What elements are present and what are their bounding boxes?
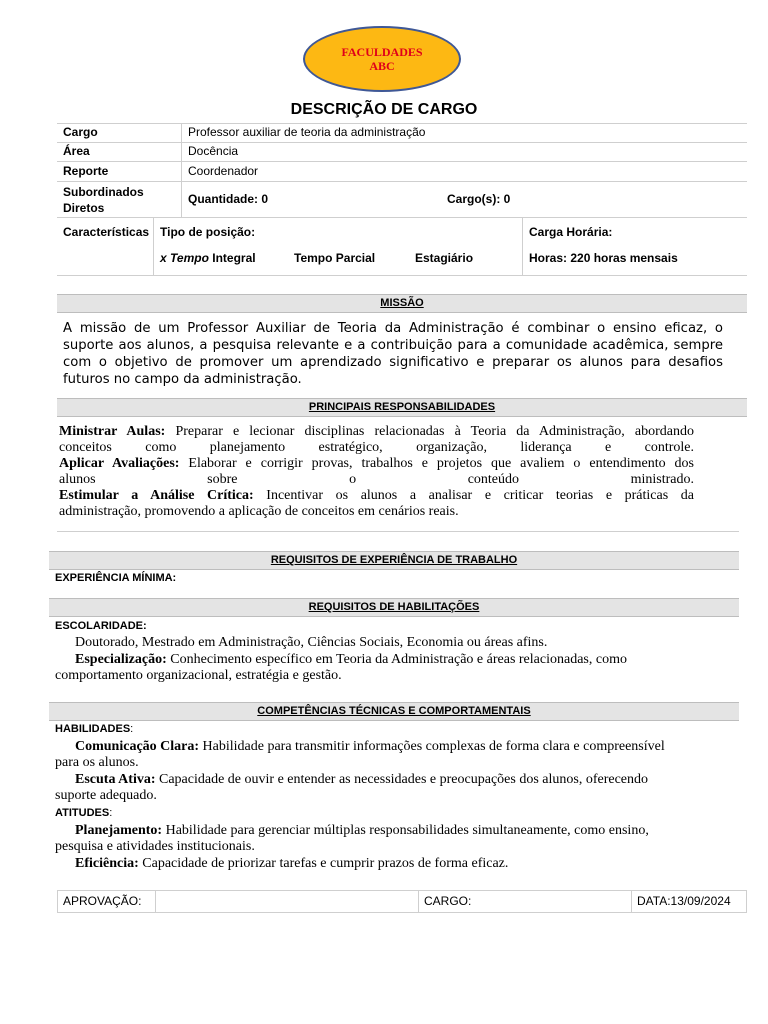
comunicacao-item — [55, 739, 735, 755]
experiencia-minima-label: EXPERIÊNCIA MÍNIMA: — [55, 572, 177, 584]
planejamento-title: Planejamento: — [75, 823, 163, 838]
planejamento-text: Habilidade para gerenciar múltiplas responsabilidades simultaneamente, como ensino, — [165, 823, 649, 838]
responsabilidade-text-cont: administração, promovendo a aplicação de conceitos em cenários reais. — [59, 504, 459, 519]
planejamento-item — [55, 823, 735, 839]
tipo-posicao-label: Tipo de posição: — [160, 225, 256, 239]
reporte-label: Reporte — [63, 164, 109, 178]
responsabilidade-text-cont: conceitos como planejamento estratégico, organização, liderança e controle. — [59, 440, 694, 455]
habilidades-colon: : — [130, 723, 134, 735]
subordinados-label-line1: Subordinados — [63, 185, 144, 199]
experiencia-heading: REQUISITOS DE EXPERIÊNCIA DE TRABALHO — [49, 551, 739, 570]
atitudes-label-row — [55, 807, 112, 819]
responsabilidade-title: Ministrar Aulas: — [59, 424, 166, 439]
cargo-value: Professor auxiliar de teoria da administração — [188, 125, 426, 139]
eficiencia-item — [55, 856, 735, 872]
habilidades-label-row — [55, 723, 133, 735]
atitudes-block — [55, 823, 735, 872]
selected-mark: x Tempo — [160, 251, 209, 265]
habilidades-block — [55, 739, 735, 804]
atitudes-colon: : — [109, 807, 113, 819]
subordinados-cargos: Cargo(s): 0 — [447, 192, 511, 206]
escuta-text-cont: suporte adequado. — [55, 788, 157, 803]
responsabilidade-text: Elaborar e corrigir provas, trabalhos e projetos que avaliem o entendimento dos — [188, 456, 695, 471]
responsabilidade-text: Preparar e lecionar disciplinas relacionadas à Teoria da Administração, abordando — [175, 424, 694, 439]
planejamento-text-cont: pesquisa e atividades institucionais. — [55, 839, 255, 854]
responsabilidades-heading: PRINCIPAIS RESPONSABILIDADES — [57, 398, 747, 417]
escolaridade-text: Doutorado, Mestrado em Administração, Ciências Sociais, Economia ou áreas afins. — [75, 635, 548, 650]
faculdades-logo — [303, 26, 461, 92]
responsabilidades-list — [59, 424, 694, 520]
habilidades-label: HABILIDADES — [55, 723, 131, 735]
responsabilidade-title: Estimular a Análise Crítica: — [59, 488, 254, 503]
caracteristicas-label: Características — [63, 225, 150, 239]
subordinados-label-line2: Diretos — [63, 201, 105, 215]
eficiencia-text: Capacidade de priorizar tarefas e cumprir prazos de forma eficaz. — [142, 856, 509, 871]
option-tempo-parcial: Tempo Parcial — [294, 251, 376, 265]
competencias-heading: COMPETÊNCIAS TÉCNICAS E COMPORTAMENTAIS — [49, 702, 739, 721]
comunicacao-text-cont: para os alunos. — [55, 755, 139, 770]
area-label: Área — [63, 144, 90, 158]
responsabilidade-title: Aplicar Avaliações: — [59, 456, 180, 471]
atitudes-label: ATITUDES — [55, 807, 110, 819]
especializacao-text: Conhecimento específico em Teoria da Administração e áreas relacionadas, como — [170, 652, 627, 667]
subordinados-quantidade: Quantidade: 0 — [188, 192, 269, 206]
escolaridade-label: ESCOLARIDADE: — [55, 620, 147, 632]
cargo-footer-label: CARGO: — [424, 894, 472, 908]
responsabilidade-item — [59, 456, 694, 472]
escuta-item — [55, 772, 735, 788]
eficiencia-title: Eficiência: — [75, 856, 139, 871]
missao-text: A missão de um Professor Auxiliar de Teoria da Administração é combinar o ensino eficaz, o suporte aos alunos, a pesquisa relevante e a contribuição para a comunidade acadêmica, sempre com o objetivo de promover um aprendizado significativo e preparar os alunos para desafios futuros no campo da administração. — [63, 321, 723, 387]
missao-heading: MISSÃO — [57, 294, 747, 313]
subordinados-label — [63, 184, 144, 216]
logo-line2: ABC — [369, 59, 395, 73]
responsabilidade-item — [59, 488, 694, 504]
data-label: DATA:13/09/2024 — [637, 894, 731, 908]
escuta-title: Escuta Ativa: — [75, 772, 156, 787]
comunicacao-title: Comunicação Clara: — [75, 739, 200, 754]
cargo-label: Cargo — [63, 125, 98, 139]
especializacao-title: Especialização: — [75, 652, 167, 667]
carga-horaria-label: Carga Horária: — [529, 225, 613, 239]
escuta-text: Capacidade de ouvir e entender as necessidades e preocupações dos alunos, oferecendo — [159, 772, 649, 787]
option-tempo-integral-label: Integral — [212, 251, 256, 265]
habilitacoes-block — [55, 635, 715, 684]
horas-value: Horas: 220 horas mensais — [529, 251, 678, 265]
page-title: DESCRIÇÃO DE CARGO — [290, 101, 478, 118]
especializacao-item — [55, 652, 715, 668]
responsabilidade-text-cont: alunos sobre o conteúdo ministrado. — [59, 472, 694, 487]
logo-line1: FACULDADES — [341, 45, 423, 59]
comunicacao-text: Habilidade para transmitir informações complexas de forma clara e compreensível — [202, 739, 665, 754]
aprovacao-label: APROVAÇÃO: — [63, 894, 142, 908]
habilitacoes-heading: REQUISITOS DE HABILITAÇÕES — [49, 598, 739, 617]
option-estagiario: Estagiário — [415, 251, 474, 265]
responsabilidade-item — [59, 424, 694, 440]
especializacao-text-cont: comportamento organizacional, estratégia e gestão. — [55, 668, 342, 683]
reporte-value: Coordenador — [188, 164, 259, 178]
area-value: Docência — [188, 144, 239, 158]
responsabilidade-text: Incentivar os alunos a analisar e criticar teorias e práticas da — [266, 488, 694, 503]
option-tempo-integral — [160, 251, 256, 266]
